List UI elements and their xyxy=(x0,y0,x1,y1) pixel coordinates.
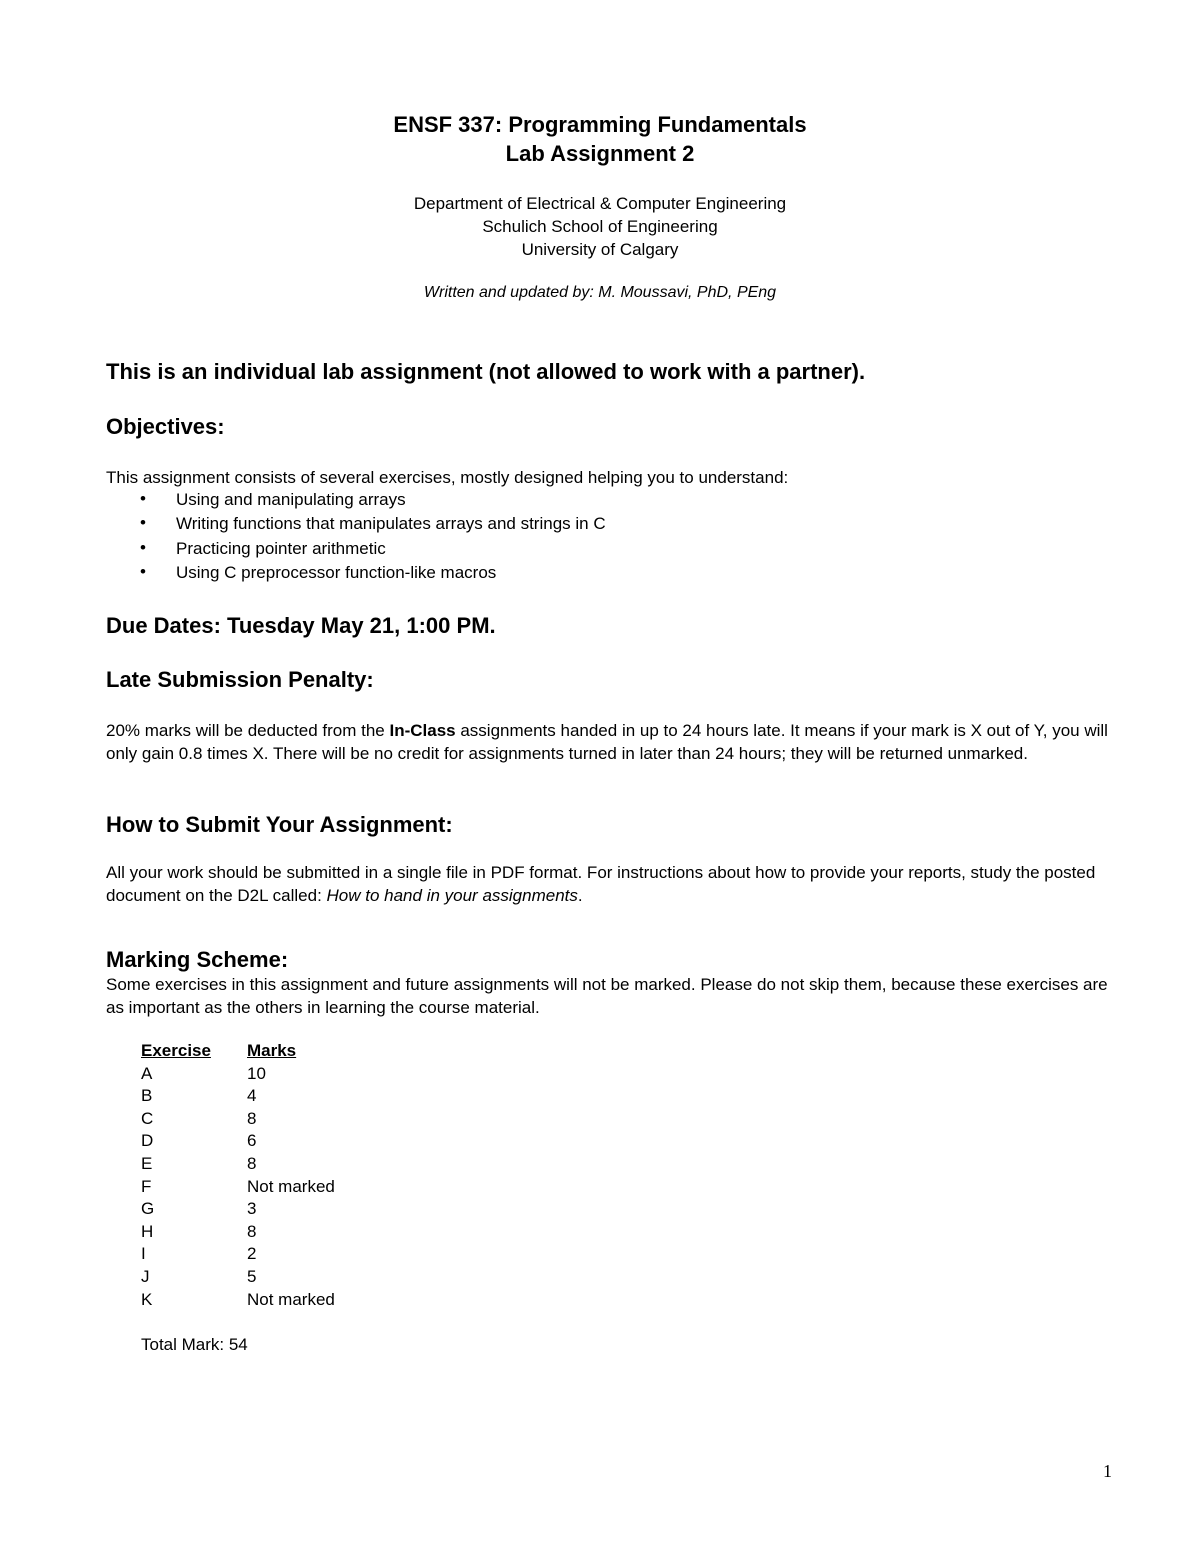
exercise-cell: A xyxy=(141,1063,153,1083)
table-row xyxy=(141,1176,335,1199)
page-number: 1 xyxy=(1103,1461,1112,1481)
table-row xyxy=(141,1108,335,1131)
submit-heading: How to Submit Your Assignment: xyxy=(106,812,453,837)
exercise-cell: I xyxy=(141,1244,146,1264)
exercise-cell: K xyxy=(141,1289,153,1309)
list-item: • Practicing pointer arithmetic xyxy=(140,539,606,563)
exercise-cell: E xyxy=(141,1153,153,1173)
table-row xyxy=(141,1153,335,1176)
marks-cell: 8 xyxy=(247,1221,257,1241)
late-paragraph xyxy=(106,719,1116,765)
marks-table xyxy=(141,1040,335,1311)
late-heading: Late Submission Penalty: xyxy=(106,667,374,692)
exercise-cell: G xyxy=(141,1199,155,1219)
exercise-cell: C xyxy=(141,1108,154,1128)
table-row xyxy=(141,1243,335,1266)
table-row xyxy=(141,1266,335,1289)
exercise-cell: J xyxy=(141,1266,150,1286)
department-line: Department of Electrical & Computer Engineering xyxy=(413,194,787,213)
document-subtitle: Lab Assignment 2 xyxy=(505,141,695,166)
marks-cell: Not marked xyxy=(247,1289,335,1309)
marking-heading: Marking Scheme: xyxy=(106,947,289,972)
submit-paragraph xyxy=(106,861,1116,907)
objectives-heading: Objectives: xyxy=(106,414,225,439)
late-bold: In-Class xyxy=(389,721,456,740)
marks-cell: 6 xyxy=(247,1131,257,1151)
objectives-list xyxy=(140,490,606,587)
submit-text-2: . xyxy=(577,886,583,905)
column-header-marks: Marks xyxy=(247,1041,297,1060)
column-header-exercise: Exercise xyxy=(141,1041,211,1060)
university-line: University of Calgary xyxy=(521,240,679,259)
marks-cell: 4 xyxy=(247,1086,257,1106)
school-line: Schulich School of Engineering xyxy=(482,217,718,236)
marks-cell: 10 xyxy=(247,1063,266,1083)
exercise-cell: D xyxy=(141,1131,154,1151)
list-item: • Using C preprocessor function-like macros xyxy=(140,563,606,587)
late-text-2: assignments handed in up to 24 hours late. It means if your mark is X out of Y, you will only gain 0.8 times X. There will be no credit for assignments turned in later than 24 hours; they will be returned unmarked. xyxy=(106,721,1108,763)
list-item: • Writing functions that manipulates arrays and strings in C xyxy=(140,514,606,538)
marks-cell: 2 xyxy=(247,1244,257,1264)
exercise-cell: B xyxy=(141,1086,153,1106)
exercise-cell: H xyxy=(141,1221,154,1241)
table-row xyxy=(141,1063,335,1086)
marking-paragraph: Some exercises in this assignment and future assignments will not be marked. Please do not skip them, because these exercises are as important as the others in learning the course material. xyxy=(106,975,1108,1017)
table-row xyxy=(141,1198,335,1221)
exercise-cell: F xyxy=(141,1176,152,1196)
submit-italic: How to hand in your assignments xyxy=(326,886,578,905)
objectives-intro: This assignment consists of several exercises, mostly designed helping you to understand: xyxy=(106,468,789,487)
marks-cell: 8 xyxy=(247,1153,257,1173)
document-title: ENSF 337: Programming Fundamentals xyxy=(393,112,807,137)
due-date: Due Dates: Tuesday May 21, 1:00 PM. xyxy=(106,613,496,638)
late-text-1: 20% marks will be deducted from the xyxy=(106,721,390,740)
marks-cell: 8 xyxy=(247,1108,257,1128)
list-item: • Using and manipulating arrays xyxy=(140,490,606,514)
table-row xyxy=(141,1221,335,1244)
table-row xyxy=(141,1289,335,1312)
table-header-row xyxy=(141,1040,335,1063)
author-line: Written and updated by: M. Moussavi, PhD, PEng xyxy=(423,284,777,301)
marks-cell: Not marked xyxy=(247,1176,335,1196)
marks-cell: 5 xyxy=(247,1266,257,1286)
individual-notice: This is an individual lab assignment (not allowed to work with a partner). xyxy=(106,359,866,384)
submit-text-1: All your work should be submitted in a single file in PDF format. For instructions about how to provide your reports, study the posted document on the D2L called: xyxy=(106,863,1096,905)
marks-cell: 3 xyxy=(247,1199,257,1219)
table-row xyxy=(141,1130,335,1153)
total-mark: Total Mark: 54 xyxy=(141,1335,248,1354)
table-row xyxy=(141,1085,335,1108)
